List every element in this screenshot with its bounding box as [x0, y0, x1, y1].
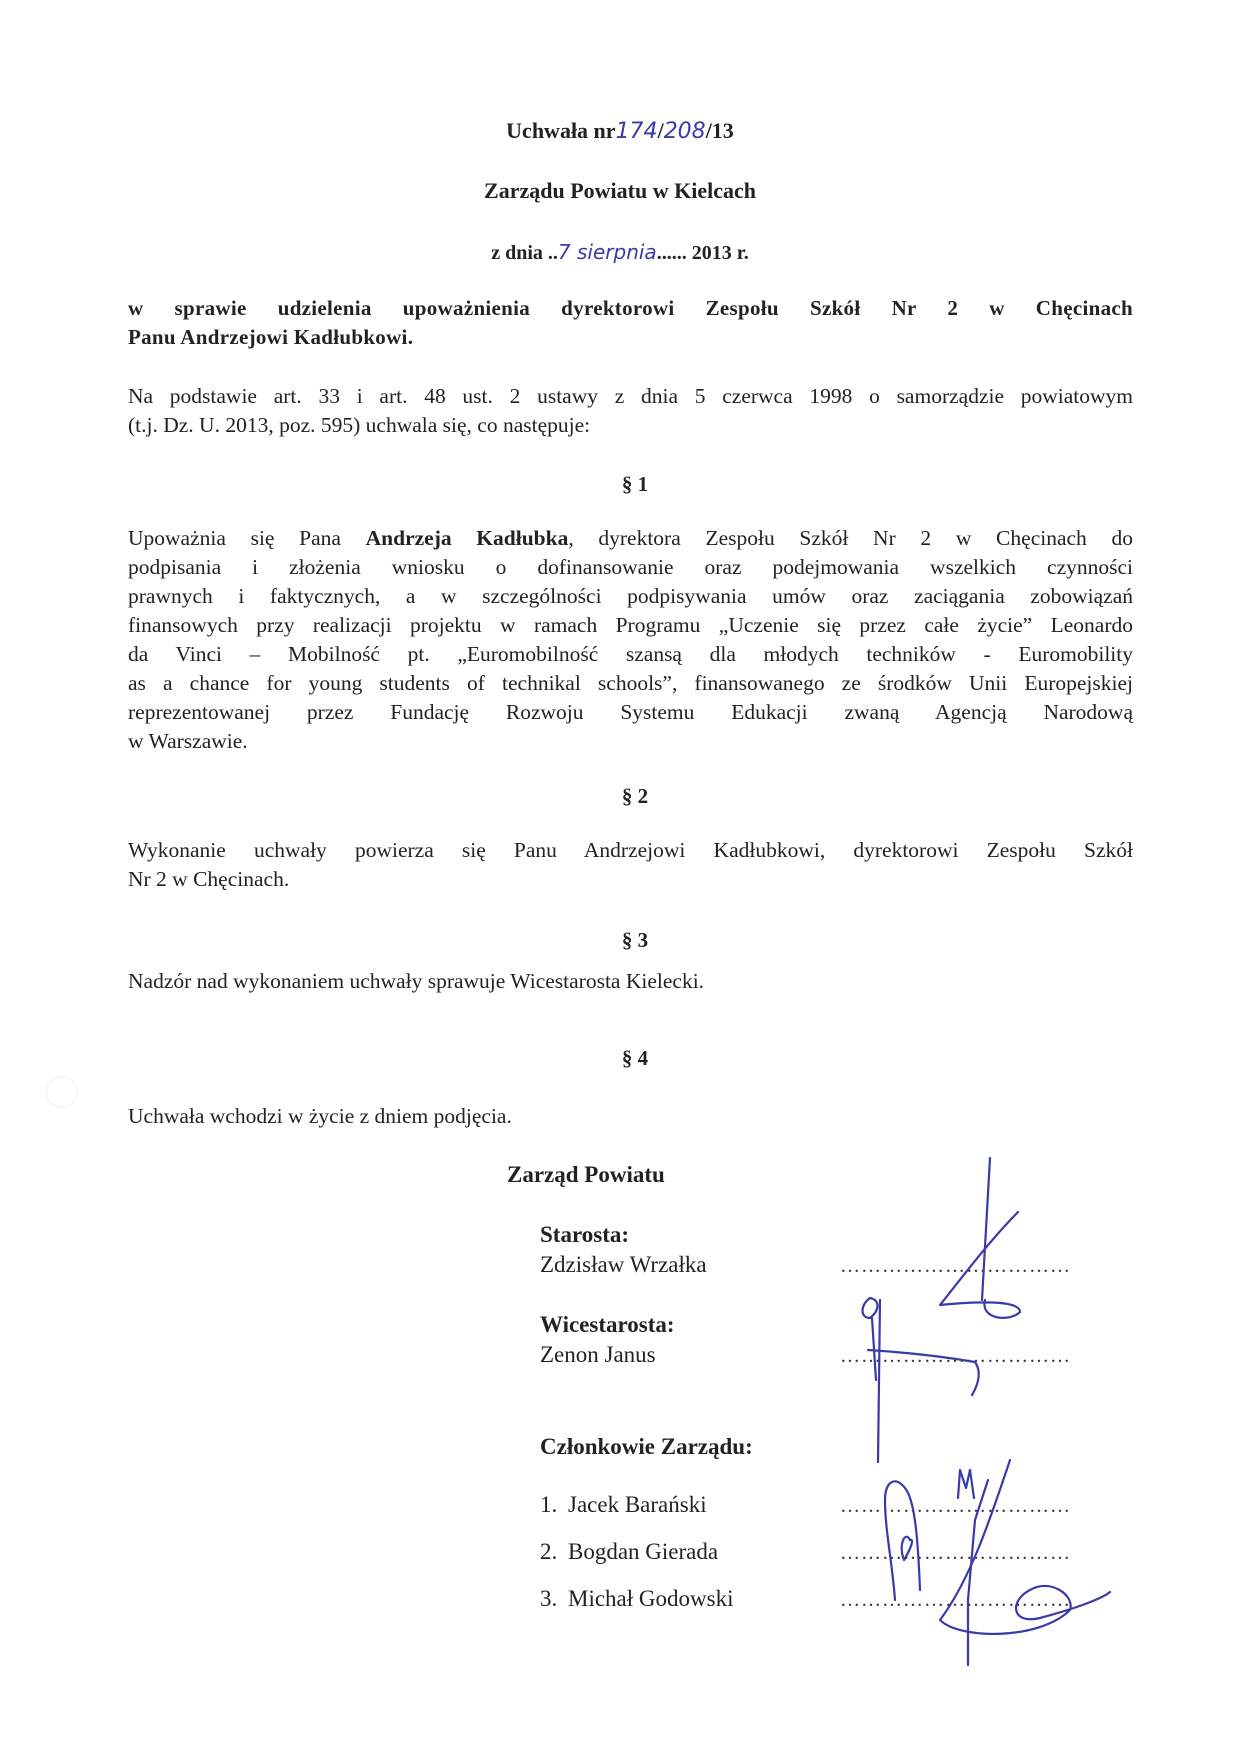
- handwritten-number-2: 208: [663, 119, 706, 144]
- wicestarosta-name: Zenon Janus: [540, 1342, 656, 1367]
- section-4-text: Uchwała wchodzi w życie z dniem podjęcia.: [128, 1104, 512, 1128]
- wicestarosta-role: Wicestarosta:: [540, 1312, 675, 1337]
- section-1-line: prawnych i faktycznych, a w szczególności podpisywania umów oraz zaciągania zobowiązań: [128, 584, 1133, 608]
- section-1-line: da Vinci – Mobilność pt. „Euromobilność szansą dla młodych techników - Euromobility: [128, 642, 1133, 666]
- starosta-role: Starosta:: [540, 1222, 630, 1247]
- section-2-sign: § 2: [621, 784, 649, 808]
- section-1-line: reprezentowanej przez Fundację Rozwoju Systemu Edukacji zwaną Agencją Narodową: [128, 700, 1133, 724]
- section-1-line: as a chance for young students of technikal schools”, finansowanego ze środków Unii Europejskiej: [128, 671, 1133, 695]
- scan-artifact: [46, 1076, 78, 1108]
- signature-wicestarosta: [863, 1298, 979, 1462]
- member-signature-line: ……………………………: [840, 1542, 1071, 1564]
- section-2-text: Wykonanie uchwały powierza się Panu Andrzejowi Kadłubkowi, dyrektorowi Zespołu Szkół Nr 2 w Chęcinach.: [128, 838, 1133, 891]
- section-1-line: Upoważnia się Pana Andrzeja Kadłubka, dyrektora Zespołu Szkół Nr 2 w Chęcinach do: [128, 526, 1133, 550]
- section-1-line: podpisania i złożenia wniosku o dofinansowanie oraz podejmowania wszelkich czynności: [128, 555, 1133, 579]
- handwritten-number: 174: [615, 119, 658, 144]
- handwritten-date: 7 sierpnia: [557, 240, 657, 264]
- section-3-sign: § 3: [621, 928, 649, 952]
- section-3-text: Nadzór nad wykonaniem uchwały sprawuje Wicestarosta Kielecki.: [128, 969, 705, 993]
- member-signature-line: ……………………………: [840, 1589, 1071, 1611]
- section-1-line: w Warszawie.: [128, 729, 248, 753]
- section-1-text: [128, 524, 1133, 756]
- signature-member-1b: [958, 1470, 974, 1498]
- member-item: 3. Michał Godowski: [540, 1586, 734, 1611]
- resolution-issuer: Zarządu Powiatu w Kielcach: [484, 178, 756, 203]
- resolution-subject: w sprawie udzielenia upoważnienia dyrektorowi Zespołu Szkół Nr 2 w Chęcinach Panu Andrzejowi Kadłubkowi.: [128, 296, 1133, 349]
- starosta-signature-line: ……………………………: [840, 1255, 1071, 1277]
- member-item: 2. Bogdan Gierada: [540, 1539, 719, 1564]
- section-1-line: finansowych przy realizacji projektu w ramach Programu „Uczenie się przez całe życie” Leonardo: [128, 613, 1133, 637]
- signature-starosta: [940, 1158, 1020, 1318]
- resolution-date: z dnia ..7 sierpnia...... 2013 r.: [491, 240, 749, 264]
- legal-basis: Na podstawie art. 33 i art. 48 ust. 2 ustawy z dnia 5 czerwca 1998 o samorządzie powiatowym (t.j. Dz. U. 2013, poz. 595) uchwala się, co następuje:: [128, 384, 1133, 437]
- resolution-title: Uchwała nr174/208/13: [506, 118, 734, 144]
- member-signature-line: ……………………………: [840, 1495, 1071, 1517]
- starosta-name: Zdzisław Wrzałka: [540, 1252, 707, 1277]
- board-title: Zarząd Powiatu: [507, 1162, 665, 1187]
- member-item: 1. Jacek Barański: [540, 1492, 707, 1517]
- section-1-sign: § 1: [621, 472, 649, 496]
- section-4-sign: § 4: [621, 1046, 649, 1070]
- wicestarosta-signature-line: ……………………………: [840, 1345, 1071, 1367]
- members-title: Członkowie Zarządu:: [540, 1434, 753, 1459]
